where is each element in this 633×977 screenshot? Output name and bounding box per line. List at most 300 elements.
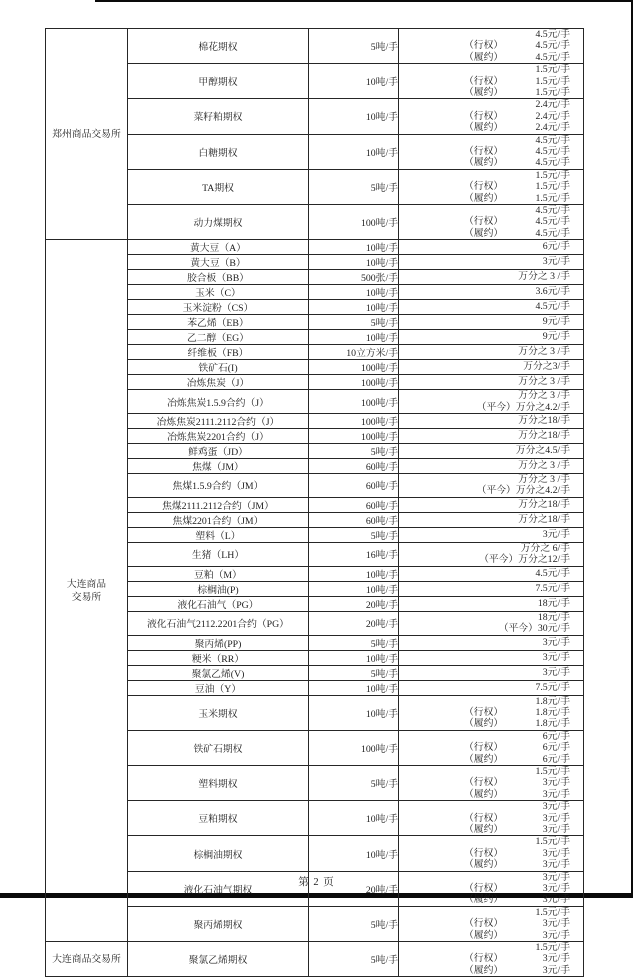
fee-line	[399, 637, 583, 648]
contract-size-cell: 100吨/手	[309, 429, 399, 444]
fee-type-label: （行权）	[464, 75, 504, 87]
contract-size-cell: 10吨/手	[309, 300, 399, 315]
table-row	[46, 240, 584, 255]
contract-size-cell: 100吨/手	[309, 204, 399, 239]
fee-type-label: （行权）	[464, 742, 504, 754]
fee-cell	[399, 429, 584, 444]
product-cell: 棉花期权	[128, 29, 309, 64]
product-cell: 菜籽粕期权	[128, 99, 309, 134]
fee-cell	[399, 444, 584, 459]
fee-line	[399, 848, 583, 859]
fee-value: 3元/手	[542, 847, 570, 859]
fee-value: 6元/手	[542, 730, 570, 742]
fee-line	[399, 271, 583, 282]
fee-value: 万分之 3 /手	[518, 271, 570, 283]
fee-value: 9元/手	[542, 331, 570, 343]
fee-line	[399, 789, 583, 800]
contract-size-cell: 10立方米/手	[309, 345, 399, 360]
fee-value: 6元/手	[542, 241, 570, 253]
fee-line	[399, 170, 583, 181]
fee-line	[399, 316, 583, 327]
fee-type-label: （行权）	[464, 812, 504, 824]
contract-size-cell: 10吨/手	[309, 801, 399, 836]
fee-line	[399, 766, 583, 777]
product-cell: 焦煤1.5.9合约（JM）	[128, 474, 309, 498]
fee-type-label: （行权）	[464, 883, 504, 895]
product-cell: 动力煤期权	[128, 204, 309, 239]
product-cell: 液化石油气期权	[128, 871, 309, 906]
contract-size-cell: 5吨/手	[309, 169, 399, 204]
fee-value: 4.5元/手	[535, 227, 570, 239]
contract-size-cell: 20吨/手	[309, 596, 399, 611]
fee-value: 3元/手	[542, 651, 570, 663]
fee-type-label: （履约）	[464, 929, 504, 941]
fee-value: 3元/手	[542, 883, 570, 895]
fee-line	[399, 241, 583, 252]
fee-cell	[399, 635, 584, 650]
product-cell: 液化石油气（PG）	[128, 596, 309, 611]
exchange-cell: 郑州商品交易所	[46, 29, 128, 240]
fee-value: 1.8元/手	[535, 718, 570, 730]
fee-value: 3元/手	[542, 929, 570, 941]
product-cell: 液化石油气2112.2201合约（PG）	[128, 611, 309, 635]
fee-value: 1.5元/手	[535, 766, 570, 778]
contract-size-cell: 100吨/手	[309, 414, 399, 429]
fee-cell	[399, 566, 584, 581]
product-cell: 豆粕（M）	[128, 566, 309, 581]
fee-value: 3元/手	[542, 953, 570, 965]
fee-value: 4.5元/手	[535, 40, 570, 52]
fee-line	[399, 836, 583, 847]
fee-type-label: （履约）	[464, 227, 504, 239]
contract-size-cell: 5吨/手	[309, 766, 399, 801]
scan-edge-top	[95, 0, 633, 2]
fee-line	[399, 894, 583, 905]
fee-cell	[399, 64, 584, 99]
contract-size-cell: 60吨/手	[309, 474, 399, 498]
fee-value: 万分之 3 /手	[518, 376, 570, 388]
fee-line	[399, 76, 583, 87]
fee-line	[399, 554, 583, 565]
fee-value: 4.5元/手	[535, 568, 570, 580]
fee-line	[399, 777, 583, 788]
fee-value: 3元/手	[542, 256, 570, 268]
fee-type-label: （行权）	[464, 953, 504, 965]
fee-value: （平今）万分之4.2/手	[476, 401, 570, 413]
product-cell: 冶炼焦炭1.5.9合约（J）	[128, 390, 309, 414]
fee-cell	[399, 596, 584, 611]
fee-value: （平今）万分之12/手	[479, 554, 570, 566]
contract-size-cell: 5吨/手	[309, 942, 399, 977]
product-cell: 玉米（C）	[128, 285, 309, 300]
contract-size-cell: 10吨/手	[309, 134, 399, 169]
contract-size-cell: 5吨/手	[309, 315, 399, 330]
fee-cell	[399, 730, 584, 765]
fee-line	[399, 331, 583, 342]
product-cell: 焦煤2201合约（JM）	[128, 512, 309, 527]
exchange-cell: 大连商品交易所	[46, 942, 128, 977]
fee-value: 3元/手	[542, 801, 570, 813]
fee-value: 万分之18/手	[518, 499, 570, 511]
fee-value: 万分之 6/手	[520, 542, 570, 554]
fee-cell	[399, 360, 584, 375]
fee-line	[399, 918, 583, 929]
fee-line	[399, 474, 583, 485]
fee-cell	[399, 99, 584, 134]
fee-value: 1.8元/手	[535, 695, 570, 707]
fee-line	[399, 29, 583, 40]
fee-line	[399, 122, 583, 133]
fee-line	[399, 135, 583, 146]
fee-line	[399, 52, 583, 63]
fee-cell	[399, 204, 584, 239]
contract-size-cell: 10吨/手	[309, 330, 399, 345]
fee-cell	[399, 375, 584, 390]
fee-cell	[399, 695, 584, 730]
fee-type-label: （履约）	[464, 86, 504, 98]
fee-line	[399, 193, 583, 204]
product-cell: 聚氯乙烯(V)	[128, 665, 309, 680]
fee-cell	[399, 680, 584, 695]
product-cell: 棕榈油(P)	[128, 581, 309, 596]
fee-value: 万分之 3 /手	[518, 346, 570, 358]
contract-size-cell: 10吨/手	[309, 650, 399, 665]
contract-size-cell: 16吨/手	[309, 542, 399, 566]
contract-size-cell: 10吨/手	[309, 566, 399, 581]
fee-cell	[399, 315, 584, 330]
product-cell: TA期权	[128, 169, 309, 204]
fee-line	[399, 376, 583, 387]
contract-size-cell: 10吨/手	[309, 285, 399, 300]
fee-value: （平今）30元/手	[498, 623, 570, 635]
fee-value: 万分之 3 /手	[518, 474, 570, 486]
fee-value: 万分之 3 /手	[518, 390, 570, 402]
fee-cell	[399, 330, 584, 345]
product-cell: 乙二醇（EG）	[128, 330, 309, 345]
fee-cell	[399, 512, 584, 527]
product-cell: 冶炼焦炭（J）	[128, 375, 309, 390]
fee-value: 1.5元/手	[535, 181, 570, 193]
fee-type-label: （履约）	[464, 718, 504, 730]
fee-type-label: （行权）	[464, 181, 504, 193]
fee-value: 1.5元/手	[535, 836, 570, 848]
product-cell: 焦煤2111.2112合约（JM）	[128, 497, 309, 512]
fee-line	[399, 598, 583, 609]
fee-value: 2.4元/手	[535, 122, 570, 134]
fee-cell	[399, 345, 584, 360]
fee-line	[399, 402, 583, 413]
fee-value: 3元/手	[542, 859, 570, 871]
product-cell: 胶合板（BB）	[128, 270, 309, 285]
fee-type-label: （履约）	[464, 859, 504, 871]
fee-value: 4.5元/手	[535, 157, 570, 169]
product-cell: 黄大豆（B）	[128, 255, 309, 270]
fee-cell	[399, 665, 584, 680]
product-cell: 聚丙烯(PP)	[128, 635, 309, 650]
fee-cell	[399, 414, 584, 429]
fee-type-label: （履约）	[464, 788, 504, 800]
fee-value: 万分之4.5/手	[515, 445, 570, 457]
fee-value: 1.8元/手	[535, 707, 570, 719]
product-cell: 鲜鸡蛋（JD）	[128, 444, 309, 459]
fee-line	[399, 652, 583, 663]
fee-line	[399, 623, 583, 634]
fee-type-label: （行权）	[464, 145, 504, 157]
fee-value: 1.5元/手	[535, 942, 570, 953]
fee-line	[399, 953, 583, 964]
exchange-cell: 大连商品 交易所	[46, 240, 128, 942]
fee-type-label: （履约）	[464, 157, 504, 169]
fee-cell	[399, 300, 584, 315]
product-cell: 黄大豆（A）	[128, 240, 309, 255]
fee-line	[399, 415, 583, 426]
fee-line	[399, 146, 583, 157]
contract-size-cell: 10吨/手	[309, 695, 399, 730]
fee-line	[399, 930, 583, 941]
fee-value: 1.5元/手	[535, 169, 570, 181]
fee-type-label: （履约）	[464, 122, 504, 134]
product-cell: 塑料期权	[128, 766, 309, 801]
product-cell: 玉米期权	[128, 695, 309, 730]
fee-type-label: （履约）	[464, 51, 504, 63]
fee-cell	[399, 240, 584, 255]
fee-line	[399, 286, 583, 297]
fee-line	[399, 907, 583, 918]
fee-value: 1.5元/手	[535, 906, 570, 918]
product-cell: 聚氯乙烯期权	[128, 942, 309, 977]
product-cell: 甲醇期权	[128, 64, 309, 99]
fee-line	[399, 111, 583, 122]
fee-line	[399, 529, 583, 540]
fee-value: 18元/手	[537, 611, 570, 623]
contract-size-cell: 60吨/手	[309, 512, 399, 527]
fee-table-wrap	[45, 28, 584, 977]
fee-type-label: （行权）	[464, 777, 504, 789]
contract-size-cell: 5吨/手	[309, 444, 399, 459]
fee-cell	[399, 255, 584, 270]
contract-size-cell: 100吨/手	[309, 390, 399, 414]
fee-line	[399, 859, 583, 870]
fee-cell	[399, 169, 584, 204]
fee-line	[399, 216, 583, 227]
contract-size-cell: 10吨/手	[309, 240, 399, 255]
fee-line	[399, 568, 583, 579]
fee-type-label: （履约）	[464, 824, 504, 836]
fee-value: 3元/手	[542, 871, 570, 883]
product-cell: 纤维板（FB）	[128, 345, 309, 360]
fee-value: 3元/手	[542, 918, 570, 930]
fee-cell	[399, 459, 584, 474]
fee-type-label: （行权）	[464, 918, 504, 930]
fee-value: 9元/手	[542, 316, 570, 328]
fee-line	[399, 543, 583, 554]
fee-cell	[399, 581, 584, 596]
fee-value: 6元/手	[542, 742, 570, 754]
contract-size-cell: 10吨/手	[309, 255, 399, 270]
fee-line	[399, 87, 583, 98]
fee-line	[399, 390, 583, 401]
fee-line	[399, 256, 583, 267]
contract-size-cell: 5吨/手	[309, 906, 399, 941]
product-cell: 苯乙烯（EB）	[128, 315, 309, 330]
fee-value: 3.6元/手	[535, 286, 570, 298]
product-cell: 塑料（L）	[128, 527, 309, 542]
product-cell: 玉米淀粉（CS）	[128, 300, 309, 315]
contract-size-cell: 500张/手	[309, 270, 399, 285]
table-row	[46, 942, 584, 977]
fee-value: 3元/手	[542, 964, 570, 976]
product-cell: 冶炼焦炭2111.2112合约（J）	[128, 414, 309, 429]
fee-value: 2.4元/手	[535, 110, 570, 122]
fee-value: 万分之 3 /手	[518, 460, 570, 472]
fee-type-label: （行权）	[464, 216, 504, 228]
fee-line	[399, 942, 583, 953]
fee-value: 4.5元/手	[535, 216, 570, 228]
fee-type-label: （行权）	[464, 40, 504, 52]
fee-line	[399, 361, 583, 372]
product-cell: 生猪（LH）	[128, 542, 309, 566]
contract-size-cell: 60吨/手	[309, 459, 399, 474]
fee-type-label: （履约）	[464, 894, 504, 906]
fee-line	[399, 667, 583, 678]
contract-size-cell: 100吨/手	[309, 360, 399, 375]
contract-size-cell: 5吨/手	[309, 527, 399, 542]
fee-cell	[399, 497, 584, 512]
fee-value: 3元/手	[542, 529, 570, 541]
fee-value: 万分之18/手	[518, 430, 570, 442]
fee-cell	[399, 766, 584, 801]
fee-type-label: （履约）	[464, 192, 504, 204]
fee-line	[399, 731, 583, 742]
fee-cell	[399, 836, 584, 871]
fee-line	[399, 64, 583, 75]
fee-cell	[399, 270, 584, 285]
fee-value: 2.4元/手	[535, 99, 570, 111]
fee-line	[399, 583, 583, 594]
fee-value: 6元/手	[542, 753, 570, 765]
contract-size-cell: 10吨/手	[309, 836, 399, 871]
product-cell: 白糖期权	[128, 134, 309, 169]
product-cell: 铁矿石(I)	[128, 360, 309, 375]
fee-line	[399, 707, 583, 718]
contract-size-cell: 20吨/手	[309, 871, 399, 906]
fee-line	[399, 824, 583, 835]
fee-type-label: （行权）	[464, 110, 504, 122]
fee-value: 1.5元/手	[535, 192, 570, 204]
product-cell: 豆粕期权	[128, 801, 309, 836]
fee-type-label: （履约）	[464, 964, 504, 976]
fee-value: 1.5元/手	[535, 86, 570, 98]
fee-value: 7.5元/手	[535, 583, 570, 595]
fee-cell	[399, 801, 584, 836]
fee-value: 3元/手	[542, 812, 570, 824]
fee-line	[399, 40, 583, 51]
fee-table-body	[46, 29, 584, 977]
fee-type-label: （履约）	[464, 753, 504, 765]
fee-line	[399, 346, 583, 357]
fee-line	[399, 301, 583, 312]
contract-size-cell: 100吨/手	[309, 730, 399, 765]
contract-size-cell: 20吨/手	[309, 611, 399, 635]
fee-cell	[399, 527, 584, 542]
fee-line	[399, 742, 583, 753]
fee-type-label: （行权）	[464, 847, 504, 859]
fee-value: 1.5元/手	[535, 75, 570, 87]
fee-line	[399, 205, 583, 216]
fee-line	[399, 754, 583, 765]
contract-size-cell: 5吨/手	[309, 635, 399, 650]
fee-value: 4.5元/手	[535, 29, 570, 40]
contract-size-cell: 60吨/手	[309, 497, 399, 512]
fee-cell	[399, 390, 584, 414]
page-number: 第 2 页	[298, 877, 335, 888]
fee-line	[399, 228, 583, 239]
fee-line	[399, 181, 583, 192]
product-cell: 冶炼焦炭2201合约（J）	[128, 429, 309, 444]
fee-cell	[399, 542, 584, 566]
product-cell: 聚丙烯期权	[128, 906, 309, 941]
contract-size-cell: 10吨/手	[309, 64, 399, 99]
fee-value: 3元/手	[542, 824, 570, 836]
fee-value: 4.5元/手	[535, 204, 570, 216]
fee-value: 3元/手	[542, 894, 570, 906]
product-cell: 豆油（Y）	[128, 680, 309, 695]
fee-type-label: （行权）	[464, 707, 504, 719]
fee-value: 3元/手	[542, 636, 570, 648]
fee-line	[399, 813, 583, 824]
fee-line	[399, 157, 583, 168]
contract-size-cell: 10吨/手	[309, 680, 399, 695]
fee-value: （平今）万分之4.2/手	[476, 485, 570, 497]
fee-cell	[399, 474, 584, 498]
fee-cell	[399, 942, 584, 977]
fee-value: 3元/手	[542, 666, 570, 678]
contract-size-cell: 10吨/手	[309, 99, 399, 134]
contract-size-cell: 100吨/手	[309, 375, 399, 390]
fee-line	[399, 801, 583, 812]
fee-value: 18元/手	[537, 598, 570, 610]
fee-value: 万分之18/手	[518, 415, 570, 427]
fee-line	[399, 718, 583, 729]
product-cell: 粳米（RR）	[128, 650, 309, 665]
fee-value: 7.5元/手	[535, 681, 570, 693]
product-cell: 铁矿石期权	[128, 730, 309, 765]
fee-value: 4.5元/手	[535, 51, 570, 63]
fee-cell	[399, 906, 584, 941]
fee-line	[399, 612, 583, 623]
fee-line	[399, 460, 583, 471]
fee-line	[399, 965, 583, 976]
fee-line	[399, 514, 583, 525]
fee-table	[45, 28, 584, 977]
fee-cell	[399, 650, 584, 665]
fee-value: 万分之3/手	[523, 361, 570, 373]
fee-cell	[399, 611, 584, 635]
fee-value: 3元/手	[542, 788, 570, 800]
contract-size-cell: 10吨/手	[309, 581, 399, 596]
fee-value: 万分之18/手	[518, 514, 570, 526]
fee-value: 4.5元/手	[535, 145, 570, 157]
fee-value: 4.5元/手	[535, 134, 570, 146]
fee-value: 3元/手	[542, 777, 570, 789]
fee-line	[399, 445, 583, 456]
contract-size-cell: 5吨/手	[309, 29, 399, 64]
fee-line	[399, 499, 583, 510]
fee-cell	[399, 29, 584, 64]
fee-cell	[399, 285, 584, 300]
fee-line	[399, 682, 583, 693]
fee-line	[399, 430, 583, 441]
